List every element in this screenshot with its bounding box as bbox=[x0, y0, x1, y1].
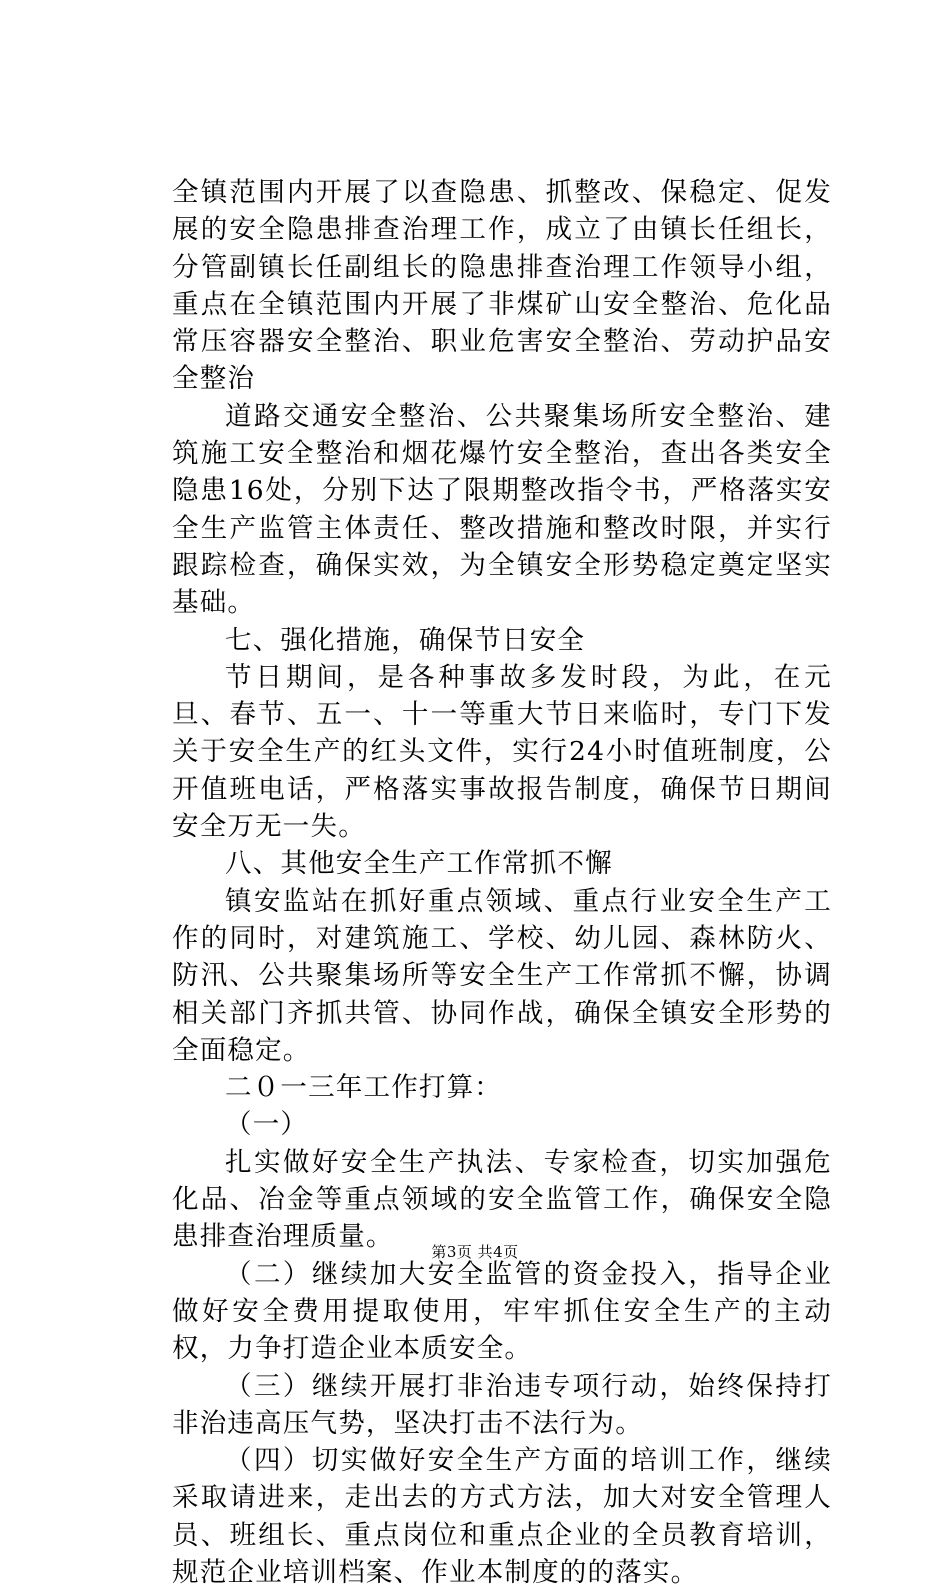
section-heading: 七、强化措施，确保节日安全 bbox=[225, 624, 586, 656]
section-heading: 八、其他安全生产工作常抓不懈 bbox=[225, 848, 613, 880]
page-footer: 第3页 共4页 bbox=[431, 1243, 519, 1261]
paragraph: 扎实做好安全生产执法、专家检查，切实加强危化品、冶金等重点领域的安全监管工作，确保安全隐患排查治理质量。 bbox=[172, 1146, 832, 1253]
paragraph: 道路交通安全整治、公共聚集场所安全整治、建筑施工安全整治和烟花爆竹安全整治，查出各类安全隐患16处，分别下达了限期整改指令书，严格落实安全生产监管主体责任、整改措施和整改时限，并实行跟踪检查，确保实效，为全镇安全形势稳定奠定坚实基础。 bbox=[172, 400, 832, 619]
list-marker: （一） bbox=[225, 1109, 309, 1141]
paragraph: 镇安监站在抓好重点领域、重点行业安全生产工作的同时，对建筑施工、学校、幼儿园、森林防火、防汛、公共聚集场所等安全生产工作常抓不懈，协调相关部门齐抓共管、协同作战，确保全镇安全形势的全面稳定。 bbox=[172, 885, 832, 1066]
paragraph: 节日期间，是各种事故多发时段，为此，在元旦、春节、五一、十一等重大节日来临时，专门下发关于安全生产的红头文件，实行24小时值班制度，公开值班电话，严格落实事故报告制度，确保节日期间安全万无一失。 bbox=[172, 661, 832, 843]
list-item: （三）继续开展打非治违专项行动，始终保持打非治违高压气势，坚决打击不法行为。 bbox=[172, 1370, 832, 1439]
document-body bbox=[172, 174, 832, 1591]
list-item: （二）继续加大安全监管的资金投入，指导企业做好安全费用提取使用，牢牢抓住安全生产的主动权，力争打造企业本质安全。 bbox=[172, 1258, 832, 1365]
paragraph: 全镇范围内开展了以查隐患、抓整改、保稳定、促发展的安全隐患排查治理工作，成立了由镇长任组长，分管副镇长任副组长的隐患排查治理工作领导小组，重点在全镇范围内开展了非煤矿山安全整治、危化品常压容器安全整治、职业危害安全整治、劳动护品安全整治 bbox=[172, 177, 832, 395]
list-item: （四）切实做好安全生产方面的培训工作，继续采取请进来，走出去的方式方法，加大对安全管理人员、班组长、重点岗位和重点企业的全员教育培训，规范企业培训档案、作业本制度的的落实。 bbox=[172, 1445, 832, 1588]
plan-heading: 二０一三年工作打算： bbox=[225, 1072, 502, 1104]
